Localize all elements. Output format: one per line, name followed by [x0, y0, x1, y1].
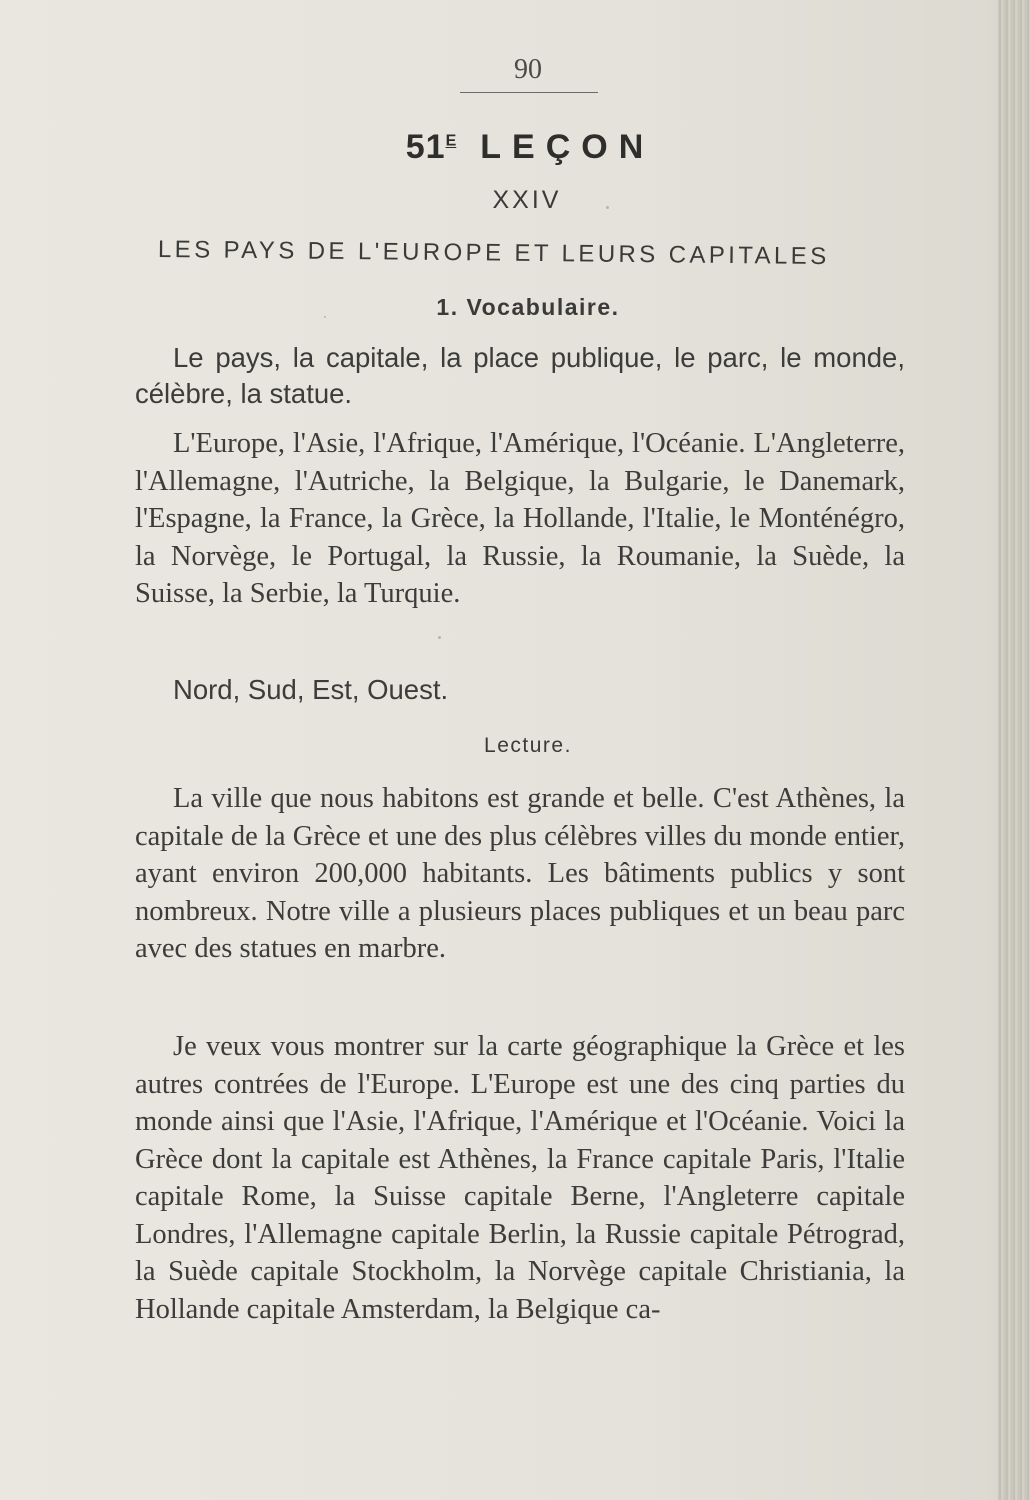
vocabulary-paragraph-2: L'Europe, l'Asie, l'Afrique, l'Amérique, l'Océanie. L'Angleterre, l'Allemagne, l'Autriche, la Belgique, la Bulgarie, le Danemark, l'Espagne, la France, la Grèce, la Hollande, l'Italie, le Monténégro, la Norvège, le Portugal, la Russie, la Roumanie, la Suède, la Suisse, la Serbie, la Turquie. [135, 428, 905, 609]
reading-heading: Lecture. [484, 734, 572, 757]
vocabulary-heading: 1. Vocabulaire. [436, 294, 620, 320]
paper-speck [324, 316, 326, 318]
lesson-title [0, 128, 1030, 167]
lesson-number-value: 51 [405, 128, 446, 166]
reading-paragraph-1: La ville que nous habitons est grande et belle. C'est Athènes, la capitale de la Grèce et une des plus célèbres villes du monde entier, ayant environ 200,000 habitants. Les bâtiments publics y sont nombreux. Notre ville a plusieurs places publiques et un beau parc avec des statues en marbre. [135, 783, 905, 964]
paper-speck [438, 636, 441, 639]
header-rule [460, 92, 598, 93]
lesson-word: LEÇON [480, 128, 655, 166]
page-number: 90 [514, 54, 542, 85]
paper-speck [606, 206, 609, 209]
vocabulary-paragraph-1: Le pays, la capitale, la place publique, le parc, le monde, célèbre, la statue. [135, 342, 905, 409]
lesson-roman-numeral: XXIV [492, 186, 562, 214]
lesson-subtitle: LES PAYS DE L'EUROPE ET LEURS CAPITALES [157, 236, 830, 271]
vocabulary-directions: Nord, Sud, Est, Ouest. [173, 674, 449, 705]
lesson-number [406, 128, 457, 166]
lesson-number-suffix: E [445, 132, 457, 150]
reading-paragraph-2: Je veux vous montrer sur la carte géographique la Grèce et les autres contrées de l'Europe. L'Europe est une des cinq parties du monde ainsi que l'Asie, l'Afrique, l'Amérique et l'Océanie. Voici la Grèce dont la capitale est Athènes, la France capitale Paris, l'Italie capitale Rome, la Suisse capitale Berne, l'Angleterre capitale Londres, l'Allemagne capitale Berlin, la Russie capitale Pétrograd, la Suède capitale Stockholm, la Norvège capitale Christiania, la Hollande capitale Amsterdam, la Belgique ca- [135, 1031, 905, 1325]
